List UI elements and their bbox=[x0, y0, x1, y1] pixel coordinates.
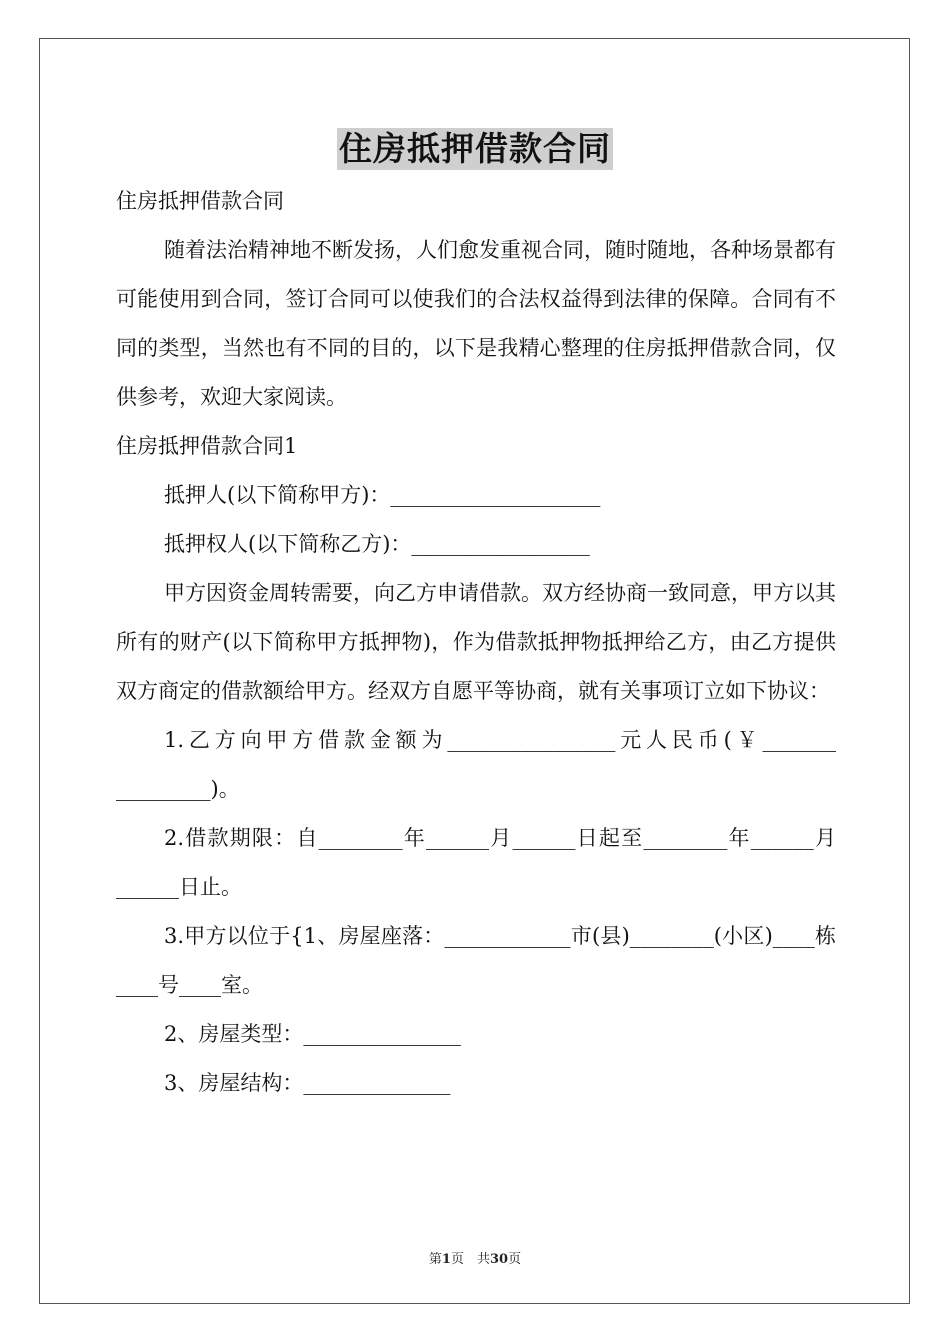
footer-total-pages: 30 bbox=[489, 1252, 509, 1267]
item-house-type: 2、房屋类型：_______________ bbox=[164, 1022, 461, 1046]
footer-suffix: 页 bbox=[508, 1252, 522, 1267]
title-container bbox=[0, 128, 950, 170]
mortgagor-line: 抵押人(以下简称甲方)：____________________ bbox=[164, 483, 601, 507]
footer-prefix: 第 bbox=[428, 1252, 442, 1267]
subtitle: 住房抵押借款合同 bbox=[116, 189, 284, 213]
intro-paragraph: 随着法治精神地不断发扬，人们愈发重视合同，随时随地，各种场景都有可能使用到合同，签订合同可以使我们的合法权益得到法律的保障。合同有不同的类型，当然也有不同的目的，以下是我精心整理的住房抵押借款合同，仅供参考，欢迎大家阅读。 bbox=[116, 238, 836, 409]
preamble-paragraph: 甲方因资金周转需要，向乙方申请借款。双方经协商一致同意，甲方以其所有的财产(以下简称甲方抵押物)，作为借款抵押物抵押给乙方，由乙方提供双方商定的借款额给甲方。经双方自愿平等协商，就有关事项订立如下协议： bbox=[116, 581, 836, 703]
document-body bbox=[116, 177, 836, 1108]
footer-page-number: 1 bbox=[441, 1252, 451, 1267]
clause-3: 3.甲方以位于{1、房屋座落：____________市(县)________(小区)____栋____号____室。 bbox=[116, 924, 836, 997]
footer-mid: 页 共 bbox=[450, 1252, 490, 1267]
item-house-structure: 3、房屋结构：______________ bbox=[164, 1071, 451, 1095]
clause-2: 2.借款期限：自________年______月______日起至________年______月______日止。 bbox=[116, 826, 836, 899]
clause-1: 1.乙方向甲方借款金额为________________元人民币(￥_______ _________)。 bbox=[116, 728, 836, 801]
document-title: 住房抵押借款合同 bbox=[339, 129, 611, 168]
mortgagee-line: 抵押权人(以下简称乙方)：_________________ bbox=[164, 532, 590, 556]
page-footer bbox=[0, 1248, 950, 1267]
section-heading: 住房抵押借款合同1 bbox=[116, 434, 298, 458]
